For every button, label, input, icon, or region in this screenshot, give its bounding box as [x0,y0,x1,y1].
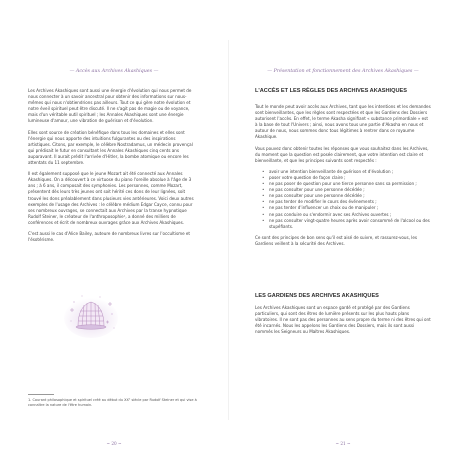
rule-item: • ne pas tenter de modifier le cours des événements ; [269,199,431,205]
rule-item: • ne pas consulter pour une personne décédée ; [269,193,431,199]
footnote: 1. Courant philosophique et spirituel créé au début du XXᵉ siècle par Rudolf Steiner et qui vise à connaître la nature de l'être humain. [28,398,197,407]
heading-access-rules: L'ACCÈS ET LES RÈGLES DES ARCHIVES AKASHIQUES [255,88,407,94]
rule-item: • ne pas tenter d'influencer un choix ou de manipuler ; [269,205,431,211]
rule-item: • ne pas consulter pour une personne décédée ; [269,187,431,193]
rule-item: • poser votre question de façon claire ; [269,175,431,181]
left-page [0,0,228,457]
right-page [229,0,457,457]
left-paragraph: Il est également supposé que le jeune Mozart ait été connecté aux Annales Akashiques. On a découvert à ce virtuose du piano l'oreille absolue à l'âge de 3 ans ; à 6 ans, il composait des symphonies. Les personnes, comme Mozart, présentent dès leurs très jeunes ont soit hérité ces dons de leur lignées, soit trouvé les dons préalablement dans plusieurs vies antérieures. Voici deux autres exemples de l'usage des Archives : le célèbre médium Edgar Cayce, connu pour ses nombreux ouvrages, se connectait aux Archives par la transe hypnotique Rudolf Steiner, le créateur de l'anthroposophie¹, a donné des milliers de conférences et écrit de nombreux ouvrages grâce aux Archives Akashiques. [28,171,194,225]
left-paragraph: C'est aussi le cas d'Alice Bailey, auteure de nombreux livres sur l'occultisme et l'ésotérisme. [28,230,191,243]
left-section-title: — Accès aux Archives Akashiques — [69,69,159,74]
right-text-column [255,104,431,252]
right-section-title: — Présentation et fonctionnement des Archives Akashiques — [267,69,419,74]
rule-item: • ne pas poser de question pour une tierce personne sans sa permission ; [269,181,431,187]
right-paragraph: Les Archives Akashiques sont un espace gardé et protégé par des Gardiens particuliers, qui sont des êtres de lumière présents sur les plus hauts plans vibratoires. Il ne sont pas des personnes au sens propre du terme ni des êtres qui ont été incarnés. Nous les appelons les Gardiens des Dossiers, mais ils sont aussi nommés les Seigneurs ou Maîtres Akashiques. [255,305,431,335]
right-paragraph: Tout le monde peut avoir accès aux Archives, tant que les intentions et les demandes sont bienveillantes, que les règles sont respectées et que les Gardiens des Dossiers autorisent l'accès. En effet, le terme Akasha signifiant « substance primordiale » est à la base de tout l'Univers ; ainsi, nous avons tous une partie d'Akasha en nous et autour de nous, nous sommes donc tous légitimes à rentrer dans ce royaume Akashique. [255,104,431,140]
footnote-rule [28,394,54,395]
right-paragraph: Vous pouvez donc obtenir toutes les réponses que vous souhaitez dans les Archives, du moment que la question est posée clairement, que votre intention est claire et bienveillante, et que les principes suivants sont respectés : [255,145,429,163]
left-text-column [28,88,198,248]
right-paragraph: Ce sont des principes de bon sens qu'il est aisé de suivre, et rassurez-vous, les Gardiens veillent à la sécurité des Archives. [255,234,418,246]
rules-list [255,169,431,230]
page-number-right: ~ 21 ~ [335,441,351,446]
left-paragraph: Les Archives Akashiques sont aussi une énergie d'évolution qui nous permet de nous connecter à un savoir ancestral pour obtenir des informations sur nous-mêmes qui nous n'obtiendrions pas ailleurs. Tout ce qui gère notre évolution et notre éveil spirituel peut être discuté. Il ne s'agit pas de magie ou de voyance, mais d'un véritable outil spirituel ; les Annales Akashiques sont une énergie lumineuse d'amour, une vibration de guérison et d'évolution. [28,88,192,124]
guardians-text [255,305,431,340]
left-paragraph: Elles sont source de création bénéfique dans tous les domaines et elles sont l'énergie qui nous apporte des intuitions fulgurantes ou des inspirations artistiques. Citons, par exemple, le célèbre Nostradamus, un médecin provençal qui prédisait le futur en consultant les Annales Akashiques cinq cents ans auparavant. Il aurait prédit l'arrivée d'Hitler, la bombe atomique ou encore les attentats du 11 septembre. [28,129,193,166]
page-number-left: ~ 20 ~ [106,441,122,446]
rule-item: • ne pas conduire ou s'endormir avec ses Archives ouvertes ; [269,212,431,218]
heading-guardians: LES GARDIENS DES ARCHIVES AKASHIQUES [255,293,379,299]
rule-item: • ne pas consulter vingt-quatre heures après avoir consommé de l'alcool ou des stupéfiants. [269,218,431,230]
crystal-dome-illustration [62,288,120,340]
rule-item: • avoir une intention bienveillante de guérison et d'évolution ; [269,169,431,175]
